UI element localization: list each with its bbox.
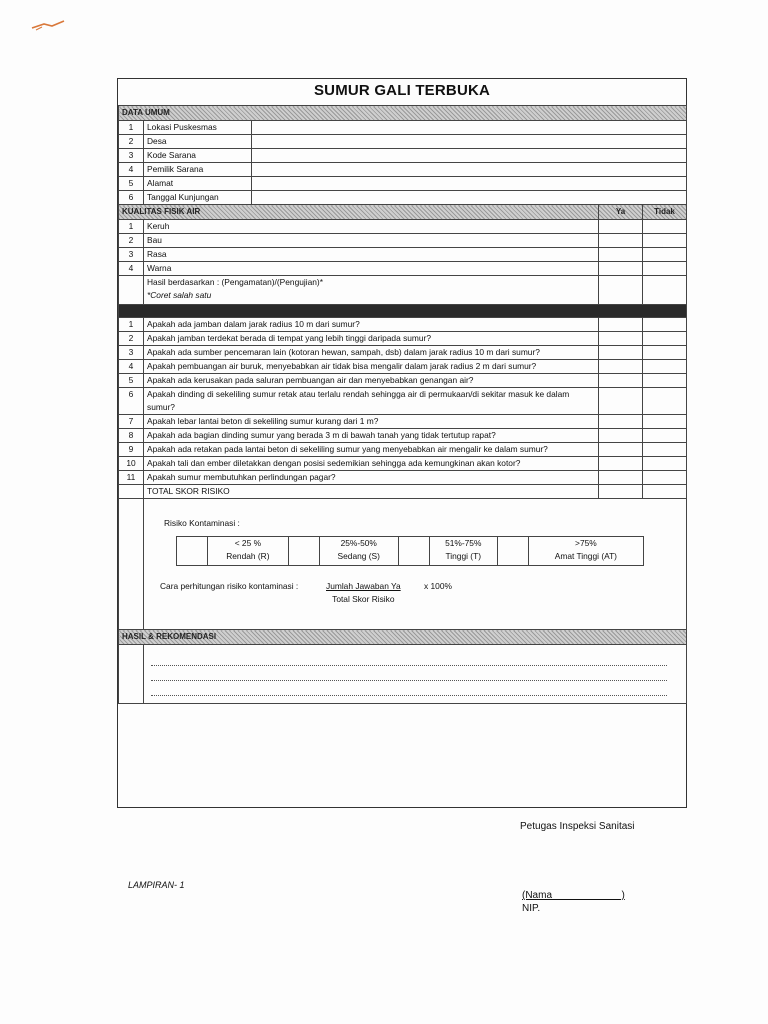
no-cell[interactable] — [643, 276, 687, 305]
risk-row — [119, 499, 687, 630]
row-number: 6 — [119, 191, 144, 205]
pen-mark — [30, 18, 66, 32]
no-cell[interactable] — [643, 415, 687, 429]
row-label: Lokasi Puskesmas — [144, 121, 252, 135]
form-frame — [117, 78, 687, 808]
yes-cell[interactable] — [599, 332, 643, 346]
row-number: 5 — [119, 177, 144, 191]
row-number: 9 — [119, 443, 144, 457]
no-cell[interactable] — [643, 220, 687, 234]
no-cell[interactable] — [643, 248, 687, 262]
table-row — [119, 388, 687, 415]
no-cell[interactable] — [643, 457, 687, 471]
question-text: Apakah sumur membutuhkan perlindungan pagar? — [144, 471, 599, 485]
row-number: 2 — [119, 234, 144, 248]
yes-cell[interactable] — [599, 471, 643, 485]
no-cell[interactable] — [643, 332, 687, 346]
signature-nip[interactable]: NIP. — [522, 903, 541, 914]
section-title: DATA UMUM — [119, 106, 687, 121]
physical-note-row — [119, 276, 687, 305]
total-no-cell[interactable] — [643, 485, 687, 499]
table-row — [119, 471, 687, 485]
question-items — [119, 318, 687, 485]
question-text: Apakah ada bagian dinding sumur yang berada 3 m di bawah tanah yang tidak tertutup rapat? — [144, 429, 599, 443]
yes-cell[interactable] — [599, 457, 643, 471]
yes-cell[interactable] — [599, 346, 643, 360]
section-title: KUALITAS FISIK AIR — [119, 205, 599, 220]
row-number: 4 — [119, 163, 144, 177]
physical-items — [119, 220, 687, 276]
section-header-physical — [119, 205, 687, 220]
table-row — [119, 262, 687, 276]
row-number: 7 — [119, 415, 144, 429]
risk-level-low: < 25 % Rendah (R) — [208, 537, 289, 566]
yes-cell[interactable] — [599, 360, 643, 374]
calc-multiplier: x 100% — [424, 581, 452, 591]
table-row — [119, 220, 687, 234]
yes-cell[interactable] — [599, 443, 643, 457]
total-yes-cell[interactable] — [599, 485, 643, 499]
row-label: Rasa — [144, 248, 599, 262]
table-row — [119, 360, 687, 374]
row-number: 1 — [119, 318, 144, 332]
answer-field[interactable] — [252, 149, 687, 163]
question-text: Apakah ada retakan pada lantai beton di sekeliling sumur yang menyebabkan air mengalir ke dalam sumur? — [144, 443, 599, 457]
risk-level-very-high: >75% Amat Tinggi (AT) — [528, 537, 643, 566]
officer-label: Petugas Inspeksi Sanitasi — [520, 821, 635, 832]
risk-label: Risiko Kontaminasi : — [164, 518, 240, 528]
row-label: Keruh — [144, 220, 599, 234]
question-text: Apakah pembuangan air buruk, menyebabkan air tidak bisa mengalir dalam jarak radius 2 m dari sumur? — [144, 360, 599, 374]
physical-note-strike: *Coret salah satu — [147, 290, 212, 300]
row-label: Tanggal Kunjungan — [144, 191, 252, 205]
row-number: 11 — [119, 471, 144, 485]
section-header-result — [119, 630, 687, 645]
section-header-questions — [119, 305, 687, 318]
recommendation-line-3[interactable] — [151, 681, 667, 696]
answer-field[interactable] — [252, 191, 687, 205]
no-cell[interactable] — [643, 374, 687, 388]
physical-note: Hasil berdasarkan : (Pengamatan)/(Pengujian)* — [147, 277, 323, 287]
row-number: 1 — [119, 220, 144, 234]
table-row — [119, 121, 687, 135]
yes-cell[interactable] — [599, 429, 643, 443]
yes-cell[interactable] — [599, 415, 643, 429]
risk-level-table — [176, 536, 644, 566]
table-row — [119, 318, 687, 332]
total-row — [119, 485, 687, 499]
table-row — [119, 415, 687, 429]
row-label: Bau — [144, 234, 599, 248]
table-row — [119, 332, 687, 346]
no-cell[interactable] — [643, 388, 687, 415]
recommendation-line-2[interactable] — [151, 666, 667, 681]
row-number: 2 — [119, 332, 144, 346]
row-number: 8 — [119, 429, 144, 443]
no-cell[interactable] — [643, 429, 687, 443]
table-row — [119, 248, 687, 262]
form-title: SUMUR GALI TERBUKA — [313, 82, 491, 99]
row-number: 10 — [119, 457, 144, 471]
section-title: HASIL & REKOMENDASI — [119, 630, 687, 645]
row-label: Warna — [144, 262, 599, 276]
calc-label: Cara perhitungan risiko kontaminasi : — [160, 581, 299, 591]
yes-cell[interactable] — [599, 318, 643, 332]
yes-cell[interactable] — [599, 374, 643, 388]
question-text: Apakah ada jamban dalam jarak radius 10 m dari sumur? — [144, 318, 599, 332]
table-row — [119, 135, 687, 149]
question-text: Apakah dinding di sekeliling sumur retak atau terlalu rendah sehingga air di permukaan/di sekitar masuk ke dalam sumur? — [144, 388, 599, 415]
table-row — [119, 457, 687, 471]
no-cell[interactable] — [643, 443, 687, 457]
calc-fraction — [326, 580, 401, 606]
calc-numerator: Jumlah Jawaban Ya — [326, 581, 401, 591]
row-label: Alamat — [144, 177, 252, 191]
yes-cell[interactable] — [599, 262, 643, 276]
row-label: Kode Sarana — [144, 149, 252, 163]
result-row — [119, 645, 687, 704]
no-cell[interactable] — [643, 234, 687, 248]
risk-calculation — [160, 580, 686, 608]
row-number: 4 — [119, 262, 144, 276]
row-label: Pemilik Sarana — [144, 163, 252, 177]
yes-cell[interactable] — [599, 276, 643, 305]
answer-field[interactable] — [252, 135, 687, 149]
recommendation-line-1[interactable] — [151, 651, 667, 666]
question-text: Apakah tali dan ember diletakkan dengan posisi sedemikian sehingga ada kemungkinan akan kotor? — [144, 457, 599, 471]
answer-field[interactable] — [252, 163, 687, 177]
calc-denominator: Total Skor Risiko — [332, 594, 395, 604]
row-number: 1 — [119, 121, 144, 135]
no-cell[interactable] — [643, 262, 687, 276]
table-row — [119, 163, 687, 177]
table-row — [119, 191, 687, 205]
no-cell[interactable] — [643, 471, 687, 485]
total-label: TOTAL SKOR RISIKO — [144, 485, 599, 499]
no-cell[interactable] — [643, 360, 687, 374]
risk-checkbox-very-high[interactable] — [497, 537, 528, 566]
col-yes-header: Ya — [599, 205, 643, 220]
recommendation-field[interactable] — [144, 645, 687, 704]
risk-checkbox-high[interactable] — [398, 537, 429, 566]
attachment-label: LAMPIRAN- 1 — [128, 880, 185, 890]
inspection-form-table — [118, 105, 687, 704]
risk-level-medium: 25%-50% Sedang (S) — [319, 537, 398, 566]
answer-field[interactable] — [252, 121, 687, 135]
row-number: 3 — [119, 248, 144, 262]
section-header-general — [119, 106, 687, 121]
yes-cell[interactable] — [599, 388, 643, 415]
table-row — [119, 234, 687, 248]
risk-level-high: 51%-75% Tinggi (T) — [429, 537, 497, 566]
question-text: Apakah lebar lantai beton di sekeliling sumur kurang dari 1 m? — [144, 415, 599, 429]
row-number: 3 — [119, 346, 144, 360]
question-text: Apakah ada kerusakan pada saluran pembuangan air dan menyebabkan genangan air? — [144, 374, 599, 388]
question-text: Apakah ada sumber pencemaran lain (kotoran hewan, sampah, dsb) dalam jarak radius 10 m dari sumur? — [144, 346, 599, 360]
row-number: 2 — [119, 135, 144, 149]
risk-checkbox-medium[interactable] — [288, 537, 319, 566]
yes-cell[interactable] — [599, 220, 643, 234]
table-row — [119, 177, 687, 191]
table-row — [119, 149, 687, 163]
table-row — [119, 374, 687, 388]
question-text: Apakah jamban terdekat berada di tempat yang lebih tinggi daripada sumur? — [144, 332, 599, 346]
table-row — [119, 429, 687, 443]
answer-field[interactable] — [252, 177, 687, 191]
table-row — [119, 346, 687, 360]
row-number: 5 — [119, 374, 144, 388]
row-label: Desa — [144, 135, 252, 149]
risk-checkbox-low[interactable] — [177, 537, 208, 566]
no-cell[interactable] — [643, 318, 687, 332]
signature-name[interactable]: (Nama ) — [522, 890, 625, 901]
row-number: 3 — [119, 149, 144, 163]
yes-cell[interactable] — [599, 248, 643, 262]
yes-cell[interactable] — [599, 234, 643, 248]
no-cell[interactable] — [643, 346, 687, 360]
table-row — [119, 443, 687, 457]
row-number: 6 — [119, 388, 144, 415]
general-items — [119, 121, 687, 205]
row-number: 4 — [119, 360, 144, 374]
col-no-header: Tidak — [643, 205, 687, 220]
